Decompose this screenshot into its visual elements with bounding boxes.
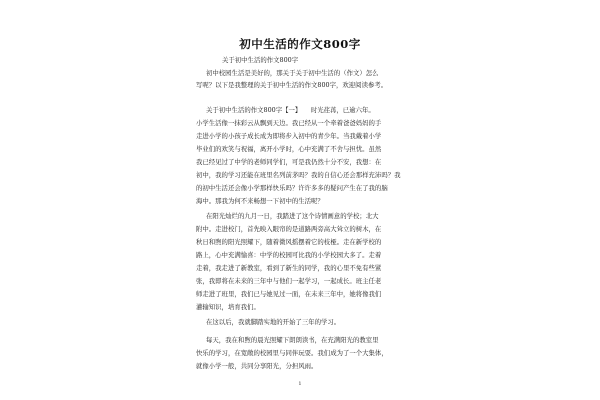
page-number: 1 [298,381,302,387]
body-line: 的初中生活还会像小学那样快乐吗？许许多多的疑问产生在了我的脑 [196,184,388,192]
body-line: 附中。走进校门，首先映入眼帘的是道路两旁高大耸立的树木，在 [196,225,382,233]
body-line: 毕业们的欢笑与祝福，离开小学时，心中充满了不舍与担忧。虽然 [196,145,382,153]
body-line: 小学生活像一抹彩云从飘到天边。我已经从一个牵着爸爸妈妈的手 [196,119,382,127]
body-line: 灌输知识，培育我们。 [196,303,260,311]
body-line: 海中。那我为何不来畅想一下初中的生活呢？ [196,197,324,205]
body-line: 我已经见过了中学的老师同学们，可是我仍然十分不安，我想：在 [196,158,382,166]
body-line: 每天，我在和煦的晨光照耀下朗朗读书，在充满阳光的教室里 [206,336,379,344]
body-line: 在阳光灿烂的九月一日，我踏进了这个诗情画意的学校；北大 [206,212,379,220]
body-line: 在这以后，我就脚踏实地的开始了三年的学习。 [206,318,341,326]
body-line: 走着，我走进了新教室，看到了新生的同学，我的心里不免有些紧 [196,264,382,272]
body-line: 路上，心中充满愉喜：中学的校园可比我的小学校园大多了。走着 [196,251,382,259]
intro-line: 写呢？以下是我整理的关于初中生活的作文800字，欢迎阅读参考。 [196,81,388,89]
intro-line: 初中校园生活是美好的，那关于关于初中生活的（作文）怎么 [206,69,379,77]
body-line: 快乐的学习，在宽敞的校园里与同伴玩耍。我们成为了一个大集体， [196,349,388,357]
body-line: 初中，我的学习还能在班里名列前茅吗？我的自信心还会那样充沛吗？我 [196,171,401,179]
body-line: 张，我即将在未来的三年中与他们一起学习，一起成长。班主任老 [196,277,382,285]
body-line: 就像小学一般，共同分享阳光，分担风雨。 [196,362,318,370]
body-line: 师走进了班里，我们已与她见过一面，在未来三年中，她将像我们 [196,290,382,298]
body-line: 秋日和煦的阳光照耀下，随着微风摇摆着它的枝桠。走在新学校的 [196,238,382,246]
page-title: 初中生活的作文800字 [239,37,361,51]
intro-line: 关于初中生活的作文800字 [222,56,299,64]
body-line: 关于初中生活的作文800字【一】 时光荏苒，已逾六年。 [206,106,375,114]
body-line: 走进小学的小孩子成长成为即将步入初中的青少年。当我戴着小学 [196,132,382,140]
